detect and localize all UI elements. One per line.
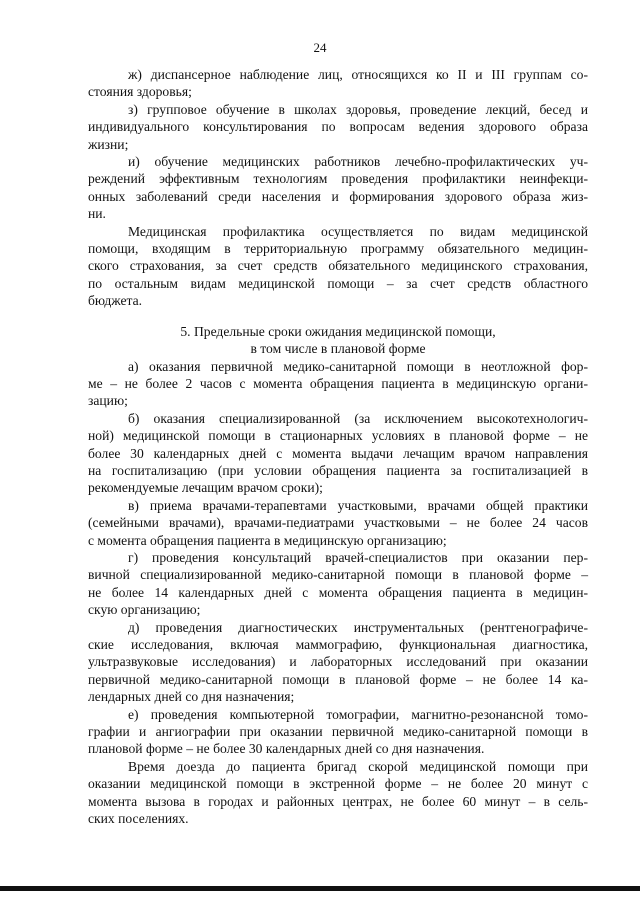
text-line: Время доезда до пациента бригад скорой медицинской помощи при xyxy=(128,758,588,774)
text-line: бюджета. xyxy=(88,293,143,309)
text-line: Медицинская профилактика осуществляется по видам медицинской xyxy=(128,223,588,239)
paragraph-d xyxy=(88,619,588,706)
paragraph-ambulance-time xyxy=(88,758,588,828)
text-line: реждений эффективным технологиям проведения профилактики неинфекци- xyxy=(88,171,588,187)
text-line: ной) медицинской помощи в стационарных условиях в плановой форме – не xyxy=(88,428,588,444)
text-line: оказании медицинской помощи в экстренной форме – не более 20 минут с xyxy=(88,776,588,792)
page-number: 24 xyxy=(313,40,327,55)
section-heading xyxy=(88,323,588,358)
text-line: более 30 календарных дней с момента выдачи лечащим врачом направления xyxy=(88,445,588,461)
text-line: в) приема врачами-терапевтами участковыми, врачами общей практики xyxy=(128,497,588,513)
text-line: зацию; xyxy=(88,393,128,409)
text-line: графии и ангиографии при оказании первичной медико-санитарной помощи в xyxy=(88,724,588,740)
section-heading-line: в том числе в плановой форме xyxy=(250,341,426,357)
text-line: ского страхования, за счет средств обязательного медицинского страхования, xyxy=(88,258,588,274)
text-line: е) проведения компьютерной томографии, магнитно-резонансной томо- xyxy=(128,706,588,722)
text-line: не более 14 календарных дней с момента обращения пациента в медицин- xyxy=(88,584,588,600)
paragraph-i xyxy=(88,153,588,223)
text-line: лендарных дней со дня назначения; xyxy=(88,689,295,705)
text-line: и) обучение медицинских работников лечебно-профилактических уч- xyxy=(128,154,588,170)
text-line: г) проведения консультаций врачей-специалистов при оказании пер- xyxy=(128,549,588,565)
text-line: ские исследования, включая маммографию, функциональная диагностика, xyxy=(88,637,588,652)
text-line: д) проведения диагностических инструментальных (рентгенографиче- xyxy=(128,619,588,635)
text-line: с момента обращения пациента в медицинскую организацию; xyxy=(88,532,447,548)
text-line: з) групповое обучение в школах здоровья, проведение лекций, бесед и xyxy=(128,101,588,117)
text-line: а) оказания первичной медико-санитарной помощи в неотложной фор- xyxy=(128,358,588,374)
paragraph-a xyxy=(88,358,588,410)
bottom-border-rule xyxy=(0,886,640,891)
text-line: плановой форме – не более 30 календарных дней со дня назначения. xyxy=(88,741,485,757)
text-line: (семейными врачами), врачами-педиатрами участковыми – не более 24 часов xyxy=(88,515,588,531)
paragraph-g xyxy=(88,549,588,619)
paragraph-z xyxy=(88,101,588,153)
text-line: онных заболеваний среди населения и формирования здорового образа жиз- xyxy=(88,188,588,204)
text-line: момента вызова в городах и районных центрах, не более 60 минут – в сель- xyxy=(88,793,588,809)
paragraph-b xyxy=(88,410,588,497)
section-heading-line: 5. Предельные сроки ожидания медицинской помощи, xyxy=(180,323,496,339)
document-body xyxy=(88,66,588,827)
text-line: ж) диспансерное наблюдение лиц, относящихся ко II и III группам со- xyxy=(128,67,588,82)
text-line: индивидуального консультирования по вопросам ведения здорового образа xyxy=(88,119,588,135)
text-line: рекомендуемые лечащим врачом сроки); xyxy=(88,480,323,496)
text-line: ме – не более 2 часов с момента обращения пациента в медицинскую органи- xyxy=(88,375,588,391)
text-line: по остальным видам медицинской помощи – за счет средств областного xyxy=(88,275,588,291)
paragraph-v xyxy=(88,497,588,549)
text-line: на госпитализацию (при условии обращения пациента за госпитализацией в xyxy=(88,462,588,478)
text-line: стояния здоровья; xyxy=(88,84,192,100)
text-line: ни. xyxy=(88,206,106,222)
paragraph-zh xyxy=(88,66,588,101)
text-line: скую организацию; xyxy=(88,602,201,618)
paragraph-e xyxy=(88,706,588,758)
text-line: первичной медико-санитарной помощи в плановой форме – не более 14 ка- xyxy=(88,671,588,687)
text-line: вичной специализированной медико-санитарной помощи в плановой форме – xyxy=(88,567,588,583)
text-line: ских поселениях. xyxy=(88,811,189,827)
text-line: б) оказания специализированной (за исключением высокотехнологич- xyxy=(128,410,588,426)
text-line: жизни; xyxy=(88,136,129,152)
text-line: помощи, входящим в территориальную программу обязательного медицин- xyxy=(88,241,588,257)
text-line: ультразвуковые исследования) и лабораторных исследований при оказании xyxy=(88,654,588,670)
paragraph-prevention-funding xyxy=(88,223,588,310)
